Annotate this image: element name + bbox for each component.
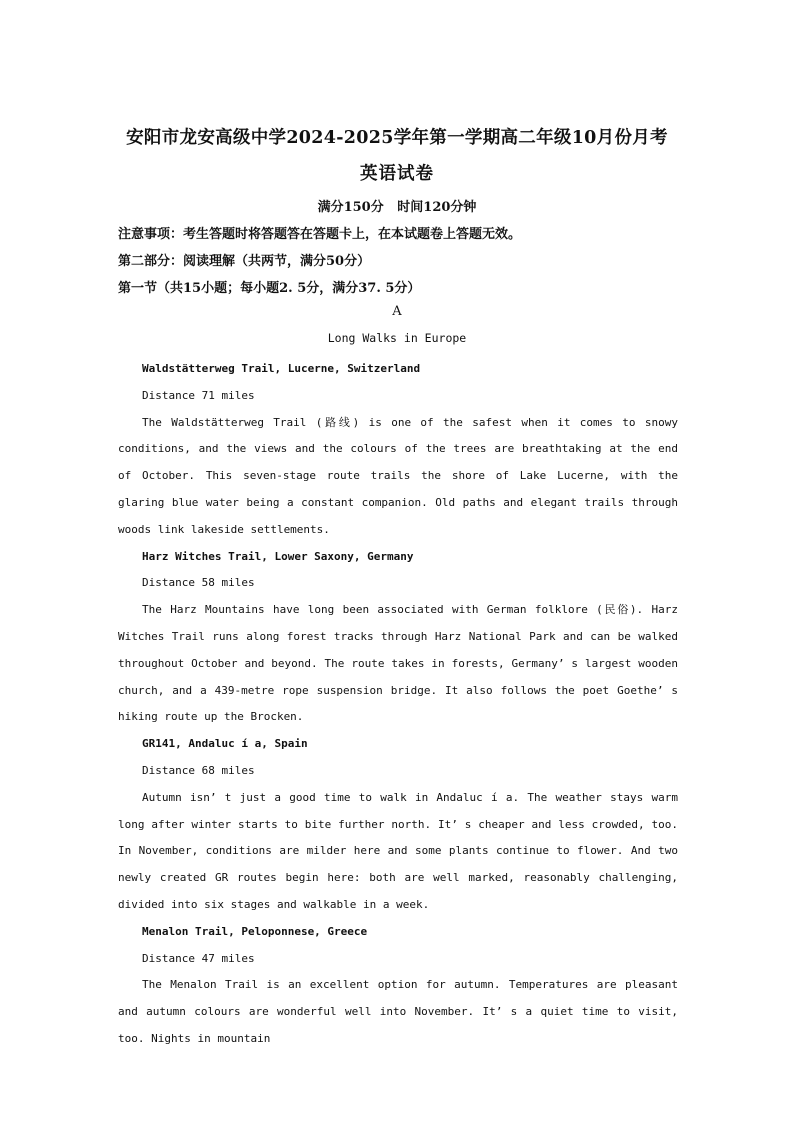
exam-subtitle: 英语试卷 — [360, 164, 434, 184]
trail-description: The Menalon Trail is an excellent option for autumn. Temperatures are pleasant and autumn colours are wonderful well into November. It’ s a quiet time to visit, too. Nights in mountain — [118, 978, 678, 1045]
score-time-line: 满分150分 时间120分钟 — [317, 200, 477, 215]
trail-heading: Harz Witches Trail, Lower Saxony, Germany — [142, 549, 414, 563]
passage-letter: A — [392, 304, 402, 319]
trail-description: The Waldstätterweg Trail (路线) is one of the safest when it comes to snowy conditions, and the views and the colours of the trees are breathtaking at the end of October. This seven-stage route trails the shore of Lake Lucerne, with the glaring blue water being a constant companion. Old paths and elegant trails through woods link lakeside settlements. — [118, 415, 678, 536]
trail-heading: Menalon Trail, Peloponnese, Greece — [142, 924, 368, 938]
passage-title: Long Walks in Europe — [327, 331, 467, 345]
passage-body — [118, 356, 678, 1053]
trail-description: Autumn isn’ t just a good time to walk in Andaluc í a. The weather stays warm long after winter starts to bite further north. It’ s cheaper and less crowded, too. In November, conditions are milder here and some plants continue to flower. And two newly created GR routes begin here: both are well marked, reasonably challenging, divided into six stages and walkable in a week. — [118, 790, 678, 911]
trail-distance: Distance 68 miles — [142, 763, 255, 777]
trail-description: The Harz Mountains have long been associated with German folklore (民俗). Harz Witches Trail runs along forest tracks through Harz National Park and can be walked throughout October and beyond. The route takes in forests, Germany’ s largest wooden church, and a 439-metre rope suspension bridge. It also follows the poet Goethe’ s hiking route up the Brocken. — [118, 603, 678, 724]
exam-title: 安阳市龙安高级中学2024-2025学年第一学期高二年级10月份月考 — [126, 128, 668, 148]
trail-heading: Waldstätterweg Trail, Lucerne, Switzerland — [142, 362, 421, 375]
trail-distance: Distance 58 miles — [142, 576, 255, 590]
exam-notice: 注意事项：考生答题时将答题答在答题卡上，在本试题卷上答题无效。 — [118, 227, 522, 242]
trail-heading: GR141, Andaluc í a, Spain — [142, 737, 308, 751]
part-heading: 第二部分：阅读理解（共两节，满分50分） — [118, 254, 371, 269]
trail-distance: Distance 71 miles — [142, 388, 255, 402]
trail-distance: Distance 47 miles — [142, 951, 255, 965]
section-heading: 第一节（共15小题；每小题2. 5分，满分37. 5分） — [118, 281, 421, 296]
